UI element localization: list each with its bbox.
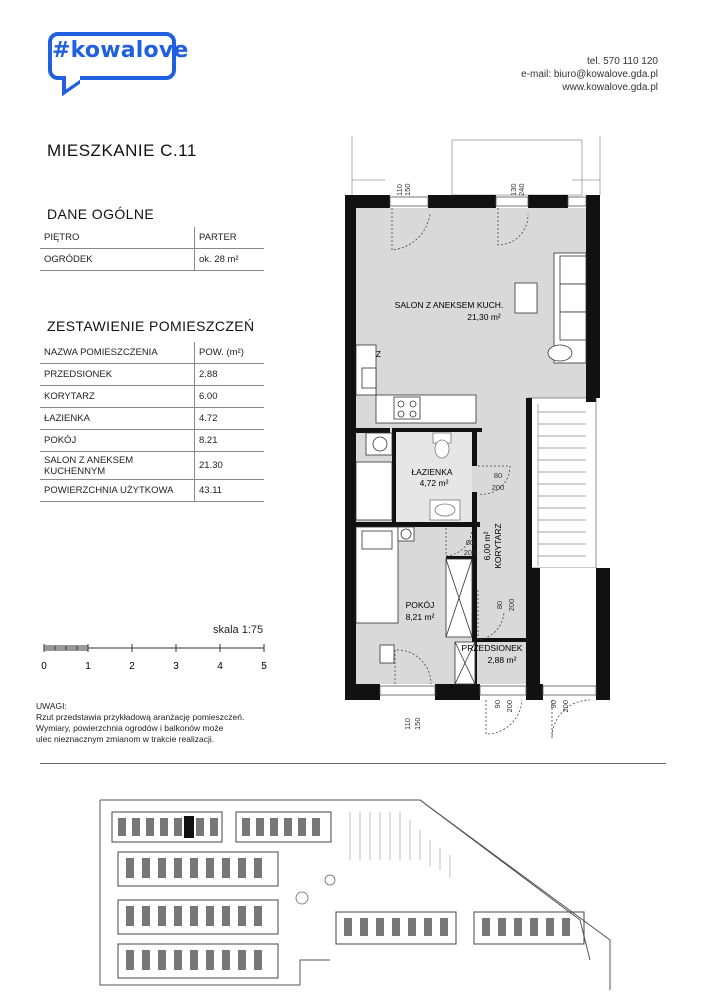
lazienka-area: 4,72 m² [419, 478, 449, 488]
parking [350, 812, 450, 878]
room-label: PRZEDSIONEK [40, 364, 195, 386]
scale-tick: 0 [41, 661, 47, 672]
general-label: OGRÓDEK [40, 249, 195, 271]
table-row [40, 364, 264, 386]
przedsionek-area: 2,88 m² [487, 655, 517, 665]
table-row [40, 386, 264, 408]
dim-label: 110 [395, 184, 404, 196]
table-row [40, 430, 264, 452]
notes-heading: UWAGI: [36, 701, 67, 711]
rooms-heading: ZESTAWIENIE POMIESZCZEŃ [47, 318, 255, 334]
table-header-row [40, 342, 264, 364]
table-row [40, 249, 264, 271]
general-label: PIĘTRO [40, 227, 195, 249]
table-row [40, 227, 264, 249]
table-row [40, 408, 264, 430]
tree-symbol [296, 892, 308, 904]
contact-email: e-mail: biuro@kowalove.gda.pl [521, 69, 658, 80]
stove-mark: Z [376, 350, 381, 359]
pokoj-area: 8,21 m² [405, 612, 435, 622]
dim-label: 200 [561, 700, 570, 713]
korytarz-label: KORYTARZ [493, 523, 503, 569]
section-divider [40, 763, 666, 764]
room-label: KORYTARZ [40, 386, 195, 408]
window-salon-corner [568, 197, 586, 206]
contact-phone: tel. 570 110 120 [587, 56, 658, 67]
przedsionek-label: PRZEDSIONEK [461, 643, 523, 653]
room-value: 2.88 [195, 364, 265, 386]
highlighted-unit [184, 816, 194, 838]
dim-label: 80 [465, 538, 475, 547]
notes-block [36, 701, 244, 745]
window-salon-left [390, 197, 428, 206]
lazienka-label: ŁAZIENKA [411, 467, 453, 477]
general-table [40, 227, 264, 271]
korytarz-area: 6,00 m² [482, 531, 492, 561]
dim-label: 90 [493, 700, 502, 709]
room-label: POWIERZCHNIA UŻYTKOWA [40, 480, 195, 502]
rooms-header-value: POW. (m²) [195, 342, 265, 364]
general-value: PARTER [195, 227, 265, 249]
dim-label: 150 [413, 717, 422, 730]
contact-web: www.kowalove.gda.pl [562, 82, 658, 93]
dim-label: 110 [403, 718, 412, 730]
scale-tick: 1 [85, 661, 91, 672]
scale-tick: 5 [261, 661, 267, 672]
dim-label: 200 [507, 598, 516, 612]
scale-label: skala 1:75 [213, 624, 264, 636]
scale-tick: 4 [217, 661, 223, 672]
rooms-table [40, 342, 264, 502]
entry-door-frame-2 [543, 686, 596, 695]
rooms-header-label: NAZWA POMIESZCZENIA [40, 342, 195, 364]
salon-area: 21,30 m² [467, 312, 501, 322]
dim-label: 200 [505, 700, 514, 713]
room-value: 4.72 [195, 408, 265, 430]
dim-label: 130 [509, 183, 518, 196]
dim-label: 150 [403, 183, 412, 196]
dim-label: 240 [517, 183, 526, 196]
logo-text: #kowalove [52, 38, 189, 63]
general-value: ok. 28 m² [195, 249, 265, 271]
table-row [40, 480, 264, 502]
floor-plan [340, 130, 610, 750]
room-value: 43.11 [195, 480, 265, 502]
salon-label: SALON Z ANEKSEM KUCH. [394, 300, 504, 310]
room-label: SALON Z ANEKSEM KUCHENNYM [40, 452, 195, 480]
entry-door-frame [480, 686, 526, 695]
notes-line: ulec nieznacznym zmianom w trakcie realizacji. [36, 734, 215, 744]
table-row [40, 452, 264, 480]
window-room [380, 686, 435, 695]
dim-label: 80 [493, 471, 503, 480]
dim-label: 90 [549, 700, 558, 709]
notes-line: Wymiary, powierzchnia ogrodów i balkonów może [36, 723, 224, 733]
scale-bar [36, 640, 272, 674]
room-label: ŁAZIENKA [40, 408, 195, 430]
site-plan [90, 790, 630, 990]
scale-tick: 3 [173, 661, 179, 672]
scale-tick: 2 [129, 661, 135, 672]
tree-symbol [325, 875, 335, 885]
dim-label: 200 [463, 548, 477, 557]
terrace-outline [352, 136, 600, 195]
dim-label: 200 [491, 483, 505, 492]
room-value: 21.30 [195, 452, 265, 480]
outside-area [540, 568, 596, 684]
room-label: POKÓJ [40, 430, 195, 452]
room-value: 8.21 [195, 430, 265, 452]
window-salon-right [496, 197, 528, 206]
building-cells [118, 818, 320, 836]
page-title: MIESZKANIE C.11 [47, 141, 197, 160]
armchair [548, 345, 572, 361]
pokoj-label: POKÓJ [405, 600, 435, 610]
notes-line: Rzut przedstawia przykładową aranżację pomieszczeń. [36, 712, 245, 722]
room-value: 6.00 [195, 386, 265, 408]
general-heading: DANE OGÓLNE [47, 206, 155, 222]
dim-label: 80 [495, 600, 504, 610]
